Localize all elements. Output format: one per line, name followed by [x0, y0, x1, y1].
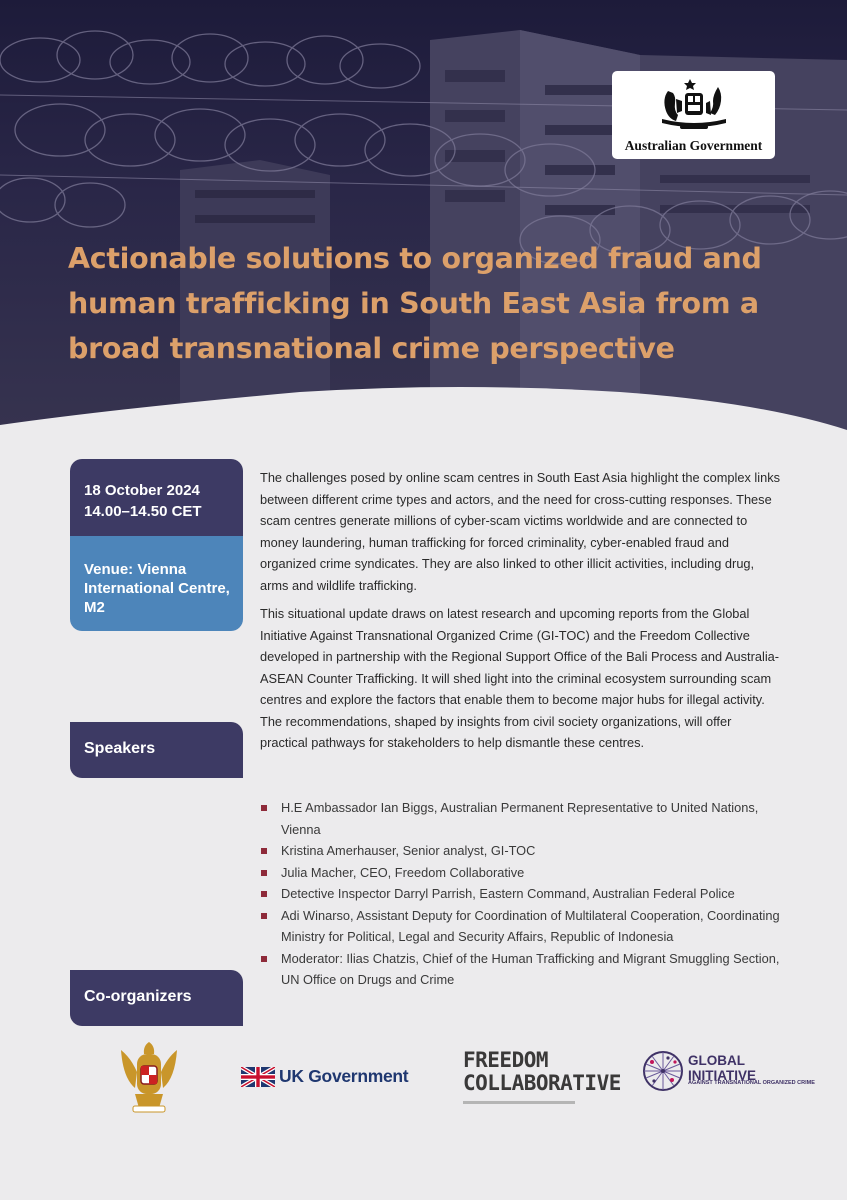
- hero-banner: [0, 0, 847, 430]
- speaker-text: H.E Ambassador Ian Biggs, Australian Permanent Representative to United Nations, Vienna: [281, 800, 759, 837]
- speakers-heading: Speakers: [70, 722, 243, 778]
- fc-line1: FREEDOM: [463, 1048, 549, 1072]
- gi-subtitle: AGAINST TRANSNATIONAL ORGANIZED CRIME: [688, 1080, 815, 1086]
- details-paragraph: This situational update draws on latest research and upcoming reports from the Global Initiative Against Transnational Organized Crime (GI-TOC) and the Freedom Collective developed in partnership with the Regional Support Office of the Bali Process and Australia-ASEAN Counter Trafficking. It will shed light into the criminal ecosystem surrounding scam centres and explore the factors that enable them to become major hubs for illegal activity. The recommendations, shaped by insights from civil society organizations, will offer practical pathways for stakeholders to help dismantle these centres.: [260, 606, 780, 750]
- coorganizers-heading: Co-organizers: [70, 970, 243, 1026]
- speaker-text: Moderator: Ilias Chatzis, Chief of the Human Trafficking and Migrant Smuggling Section, UN Office on Drugs and Crime: [281, 950, 780, 987]
- bullet-icon: [261, 870, 267, 876]
- uk-government-logo: [241, 1066, 409, 1092]
- gi-title: [688, 1053, 756, 1083]
- event-venue: Venue: Vienna International Centre, M2: [84, 561, 230, 616]
- list-item: [260, 797, 780, 840]
- garuda-pancasila-icon: [117, 1040, 181, 1116]
- globe-network-icon: [642, 1050, 684, 1092]
- speaker-text: Adi Winarso, Assistant Deputy for Coordination of Multilateral Cooperation, Coordinating Ministry for Political, Legal and Security Affairs, Republic of Indonesia: [281, 907, 780, 944]
- date-card: [70, 459, 243, 536]
- event-title: Actionable solutions to organized fraud and human trafficking in South East Asia from a broad transnational crime perspective: [68, 242, 762, 365]
- list-item: [260, 948, 780, 991]
- uk-government-text: UK Government: [279, 1066, 409, 1086]
- logo-text: Australian Government: [624, 138, 763, 153]
- intro-paragraph: The challenges posed by online scam centres in South East Asia highlight the complex links between different crime types and actors, and the need for cross-cutting responses. These scam centres generate millions of cyber-scam victims worldwide and are connected to money laundering, human trafficking for forced criminality, cyber-enabled fraud and organized crime syndicates. They are also linked to other illicit activities, including drug, arms and wildlife trafficking.: [260, 470, 780, 593]
- list-item: [260, 883, 780, 905]
- speaker-text: Detective Inspector Darryl Parrish, Eastern Command, Australian Federal Police: [281, 886, 735, 901]
- bullet-icon: [261, 805, 267, 811]
- bullet-icon: [261, 913, 267, 919]
- speaker-text: Julia Macher, CEO, Freedom Collaborative: [281, 864, 525, 880]
- bullet-icon: [261, 956, 267, 962]
- coorganizer-logos: [0, 1035, 847, 1125]
- venue-card: [70, 536, 243, 631]
- freedom-collaborative-logo: [463, 1048, 621, 1104]
- list-item: [260, 862, 780, 884]
- list-item: [260, 840, 780, 862]
- list-item: [260, 905, 780, 948]
- speaker-text: Kristina Amerhauser, Senior analyst, GI-TOC: [281, 843, 536, 858]
- coat-of-arms-icon: [654, 77, 734, 135]
- fc-line2: COLLABORATIVE: [463, 1071, 621, 1095]
- union-jack-icon: [241, 1067, 275, 1087]
- event-time: 14.00–14.50 CET: [84, 503, 202, 520]
- gi-line2: INITIATIVE: [688, 1068, 757, 1083]
- australian-government-logo: [612, 71, 775, 159]
- event-date: 18 October 2024: [84, 482, 200, 499]
- bullet-icon: [261, 891, 267, 897]
- speakers-list: [260, 797, 780, 991]
- gi-line1: GLOBAL: [688, 1053, 745, 1068]
- bullet-icon: [261, 848, 267, 854]
- global-initiative-logo: [642, 1050, 815, 1097]
- fc-tagline-divider: [463, 1101, 575, 1104]
